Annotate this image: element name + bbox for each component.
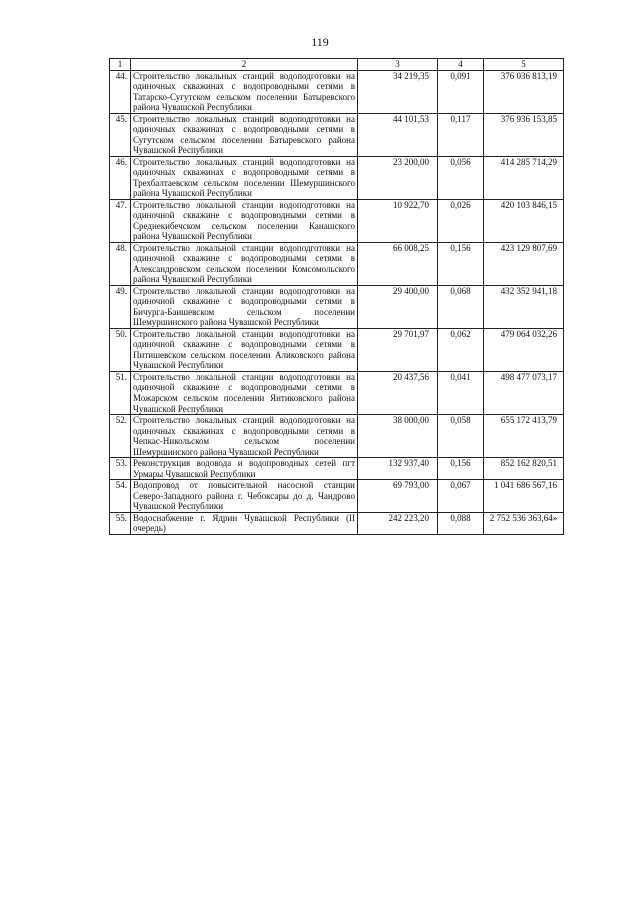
row-value-col5: 423 129 807,69 (484, 242, 564, 285)
table-header-row (110, 59, 564, 71)
row-value-col3: 34 219,35 (358, 70, 438, 113)
row-value-col4: 0,067 (438, 480, 484, 513)
row-description: Строительство локальной станции водоподготовки на одиночной скважине с водопроводными сетями в Питишевском сельском поселении Аликовского района Чувашской Республики (131, 328, 358, 371)
row-number: 54. (110, 480, 131, 513)
row-description: Строительство локальных станций водоподготовки на одиночных скважинах с водопроводными сетями в Трехбалтаевском сельском поселении Шемуршинского района Чувашской Республики (131, 156, 358, 199)
row-value-col5: 655 172 413,79 (484, 415, 564, 458)
row-number: 53. (110, 458, 131, 480)
table-row (110, 512, 564, 534)
row-value-col3: 29 701,97 (358, 328, 438, 371)
row-value-col3: 10 922,70 (358, 199, 438, 242)
row-value-col3: 242 223,20 (358, 512, 438, 534)
row-value-col5: 432 352 941,18 (484, 285, 564, 328)
table-row (110, 328, 564, 371)
row-value-col4: 0,156 (438, 242, 484, 285)
row-number: 50. (110, 328, 131, 371)
row-value-col4: 0,117 (438, 113, 484, 156)
table-row (110, 415, 564, 458)
row-number: 45. (110, 113, 131, 156)
row-value-col4: 0,088 (438, 512, 484, 534)
row-description: Строительство локальных станций водоподготовки на одиночных скважинах с водопроводными сетями в Сугутском сельском поселении Батыревского района Чувашской Республики (131, 113, 358, 156)
row-value-col4: 0,056 (438, 156, 484, 199)
row-value-col3: 44 101,53 (358, 113, 438, 156)
table-row (110, 70, 564, 113)
row-number: 52. (110, 415, 131, 458)
row-number: 49. (110, 285, 131, 328)
row-number: 51. (110, 371, 131, 414)
table-row (110, 480, 564, 513)
row-value-col4: 0,062 (438, 328, 484, 371)
row-value-col3: 38 000,00 (358, 415, 438, 458)
row-description: Строительство локальной станции водоподготовки на одиночной скважине с водопроводными сетями в Среднекибечском сельском поселении Канашского района Чувашской Республики (131, 199, 358, 242)
row-value-col4: 0,156 (438, 458, 484, 480)
header-cell: 4 (438, 59, 484, 71)
row-value-col5: 2 752 536 363,64» (484, 512, 564, 534)
row-description: Водопровод от повысительной насосной станции Северо-Западного района г. Чебоксары до д. Чандрово Чувашской Республики (131, 480, 358, 513)
table-row (110, 242, 564, 285)
table-row (110, 156, 564, 199)
page-number: 119 (311, 35, 329, 49)
row-value-col5: 414 285 714,29 (484, 156, 564, 199)
table-row (110, 285, 564, 328)
row-value-col5: 498 477 073,17 (484, 371, 564, 414)
row-description: Реконструкция водовода и водопроводных сетей пгт Урмары Чувашской Республики (131, 458, 358, 480)
row-number: 55. (110, 512, 131, 534)
row-value-col5: 376 036 813,19 (484, 70, 564, 113)
row-description: Водоснабжение г. Ядрин Чувашской Республики (II очередь) (131, 512, 358, 534)
row-value-col4: 0,068 (438, 285, 484, 328)
row-value-col4: 0,091 (438, 70, 484, 113)
row-number: 46. (110, 156, 131, 199)
row-description: Строительство локальных станций водоподготовки на одиночных скважинах с водопроводными сетями в Чепкас-Никольском сельском поселении Шемуршинского района Чувашской Республики (131, 415, 358, 458)
data-table (109, 58, 564, 535)
header-cell: 5 (484, 59, 564, 71)
table-row (110, 199, 564, 242)
row-value-col3: 132 937,40 (358, 458, 438, 480)
row-value-col3: 20 437,56 (358, 371, 438, 414)
row-value-col3: 29 400,00 (358, 285, 438, 328)
row-value-col4: 0,058 (438, 415, 484, 458)
row-description: Строительство локальной станции водоподготовки на одиночной скважине с водопроводными сетями в Можарском сельском поселении Янтиковского района Чувашской Республики (131, 371, 358, 414)
row-value-col3: 66 008,25 (358, 242, 438, 285)
row-value-col5: 420 103 846,15 (484, 199, 564, 242)
table-row (110, 458, 564, 480)
row-number: 44. (110, 70, 131, 113)
row-description: Строительство локальной станции водоподготовки на одиночной скважине с водопроводными сетями в Бичурга-Баишевском сельском поселении Шемуршинского района Чувашской Республики (131, 285, 358, 328)
row-value-col3: 69 793,00 (358, 480, 438, 513)
row-value-col5: 376 936 153,85 (484, 113, 564, 156)
row-description: Строительство локальной станции водоподготовки на одиночной скважине с водопроводными сетями в Александровском сельском поселении Комсомольского района Чувашской Республики (131, 242, 358, 285)
row-value-col5: 1 041 686 567,16 (484, 480, 564, 513)
row-value-col3: 23 200,00 (358, 156, 438, 199)
row-value-col5: 479 064 032,26 (484, 328, 564, 371)
table-row (110, 371, 564, 414)
row-value-col4: 0,041 (438, 371, 484, 414)
header-cell: 2 (131, 59, 358, 71)
table-row (110, 113, 564, 156)
header-cell: 3 (358, 59, 438, 71)
row-number: 48. (110, 242, 131, 285)
row-value-col5: 852 162 820,51 (484, 458, 564, 480)
row-value-col4: 0,026 (438, 199, 484, 242)
header-cell: 1 (110, 59, 131, 71)
row-description: Строительство локальных станций водоподготовки на одиночных скважинах с водопроводными сетями в Татарско-Сугутском сельском поселении Батыревского района Чувашской Республики (131, 70, 358, 113)
row-number: 47. (110, 199, 131, 242)
